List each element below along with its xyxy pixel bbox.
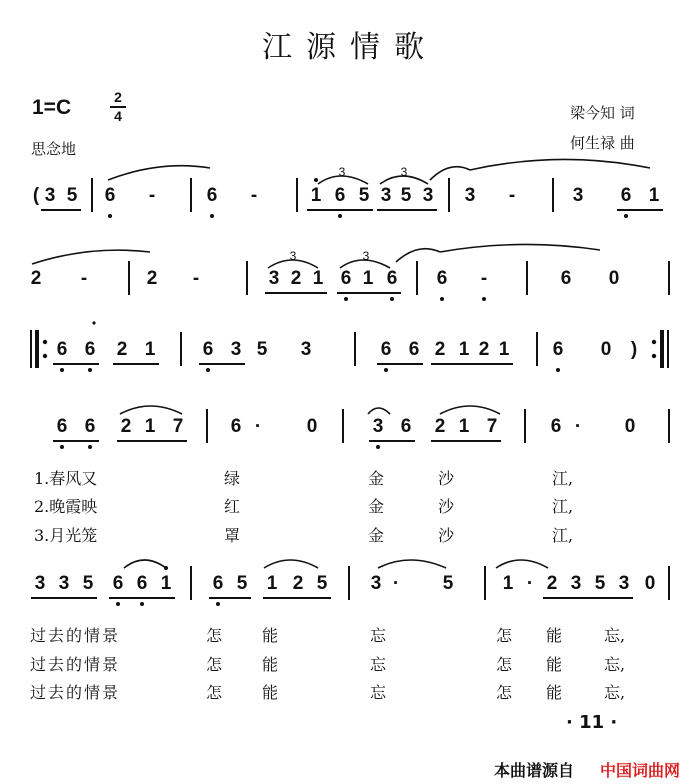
verse-char: 罩 (224, 526, 241, 545)
score-note: 6 (334, 185, 346, 206)
score-note: 1 (458, 416, 470, 437)
lyricist-credit: 梁今知 词 (570, 104, 635, 122)
score-note: 6 (340, 268, 352, 289)
score-note: - (480, 268, 488, 289)
verse-label: 3.月光笼 (34, 526, 98, 545)
verse-char: 金 (368, 469, 385, 488)
score-note: 3 (464, 185, 476, 206)
score-note: 0 (644, 573, 656, 594)
score-note: 5 (82, 573, 94, 594)
score-note: 6 (56, 416, 68, 437)
verse-char: 绿 (224, 469, 241, 488)
refrain-char: 能 (262, 683, 279, 702)
score-note: 1 (310, 185, 322, 206)
score-note: - (192, 268, 200, 289)
verse-char: 沙 (438, 497, 455, 516)
verse-char: 沙 (438, 526, 455, 545)
score-note: 6 (230, 416, 242, 437)
score-note: 5 (358, 185, 370, 206)
score-note: 7 (172, 416, 184, 437)
score-note: 2 (546, 573, 558, 594)
score-note: 6 (56, 339, 68, 360)
score-note: · (574, 416, 582, 437)
score-note: 7 (486, 416, 498, 437)
score-note: ( (32, 185, 40, 206)
refrain-row-3 (0, 680, 700, 704)
score-note: 6 (380, 339, 392, 360)
score-note: · (254, 416, 262, 437)
score-note: ) (630, 339, 638, 360)
refrain-line: 过去的情景 (30, 626, 121, 645)
refrain-char: 怎 (496, 655, 513, 674)
refrain-char: 能 (546, 626, 563, 645)
score-note: 1 (160, 573, 172, 594)
song-title: 江源情歌 (262, 30, 438, 65)
score-note: 2 (290, 268, 302, 289)
verse-char: 沙 (438, 469, 455, 488)
score-note: 3 (572, 185, 584, 206)
score-note: 2 (292, 573, 304, 594)
meter-bottom: 4 (114, 108, 122, 124)
score-note: - (250, 185, 258, 206)
score-note: 3 (300, 339, 312, 360)
verse-char: 金 (368, 526, 385, 545)
score-note: 0 (306, 416, 318, 437)
refrain-char: 忘 (370, 683, 387, 702)
refrain-char: 怎 (496, 683, 513, 702)
refrain-char: 能 (546, 655, 563, 674)
score-note: 2 (116, 339, 128, 360)
score-note: 6 (436, 268, 448, 289)
score-note: 1 (362, 268, 374, 289)
score-note: 6 (104, 185, 116, 206)
score-note: 5 (236, 573, 248, 594)
verse-char: 江, (552, 526, 574, 545)
score-note: 2 (434, 416, 446, 437)
page-number: · 11 · (566, 712, 618, 733)
score-note: 6 (408, 339, 420, 360)
score-note: 1 (312, 268, 324, 289)
verse-label: 2.晚霞映 (34, 497, 98, 516)
watermark-site-link[interactable]: 中国词曲网 (600, 761, 681, 780)
verse-char: 江, (552, 469, 574, 488)
key-signature: 1=C (32, 96, 72, 119)
score-note: 1 (458, 339, 470, 360)
score-note: 1 (266, 573, 278, 594)
score-note: 6 (202, 339, 214, 360)
score-note: 1 (502, 573, 514, 594)
score-note: - (148, 185, 156, 206)
score-note: 2 (478, 339, 490, 360)
score-note: 3 (370, 573, 382, 594)
score-note: 6 (400, 416, 412, 437)
score-note: 3 (58, 573, 70, 594)
score-note: 2 (434, 339, 446, 360)
score-note: 0 (608, 268, 620, 289)
refrain-char: 忘, (604, 655, 626, 674)
score-note: 5 (400, 185, 412, 206)
score-note: 1 (144, 339, 156, 360)
score-note: · (526, 573, 534, 594)
score-note: 6 (206, 185, 218, 206)
refrain-char: 忘, (604, 683, 626, 702)
score-note: 6 (84, 416, 96, 437)
svg-text:3: 3 (338, 165, 346, 179)
score-note: 2 (120, 416, 132, 437)
refrain-char: 忘 (370, 626, 387, 645)
score-note: 0 (600, 339, 612, 360)
score-note: 6 (552, 339, 564, 360)
score-note: 1 (144, 416, 156, 437)
verse-label: 1.春风又 (34, 469, 98, 488)
score-note: 2 (30, 268, 42, 289)
verse-char: 江, (552, 497, 574, 516)
svg-text:3: 3 (362, 249, 370, 263)
refrain-char: 能 (546, 683, 563, 702)
score-note: 1 (498, 339, 510, 360)
score-note: 5 (594, 573, 606, 594)
score-note: 3 (422, 185, 434, 206)
tempo-marking: 思念地 (31, 140, 77, 158)
refrain-line: 过去的情景 (30, 655, 121, 674)
score-note: 5 (316, 573, 328, 594)
score-note: 6 (560, 268, 572, 289)
score-note: 1 (648, 185, 660, 206)
composer-credit: 何生禄 曲 (570, 134, 635, 152)
score-note: 3 (44, 185, 56, 206)
score-note: 3 (380, 185, 392, 206)
score-note: 3 (268, 268, 280, 289)
score-note: 2 (146, 268, 158, 289)
score-note: 6 (550, 416, 562, 437)
score-note: - (508, 185, 516, 206)
score-note: 6 (136, 573, 148, 594)
verse-row-1 (0, 466, 700, 490)
refrain-row-1 (0, 623, 700, 647)
refrain-char: 忘 (370, 655, 387, 674)
refrain-char: 能 (262, 626, 279, 645)
score-note: 3 (34, 573, 46, 594)
refrain-char: 怎 (496, 626, 513, 645)
score-note: 3 (618, 573, 630, 594)
score-note: 5 (66, 185, 78, 206)
verse-row-2 (0, 494, 700, 518)
refrain-line: 过去的情景 (30, 683, 121, 702)
refrain-row-2 (0, 652, 700, 676)
verse-char: 红 (224, 497, 241, 516)
score-note: - (80, 268, 88, 289)
refrain-char: 怎 (206, 683, 223, 702)
score-note: 0 (624, 416, 636, 437)
score-note: 6 (386, 268, 398, 289)
refrain-char: 忘, (604, 626, 626, 645)
verse-row-3 (0, 523, 700, 547)
score-note: 3 (570, 573, 582, 594)
refrain-char: 怎 (206, 655, 223, 674)
svg-text:3: 3 (289, 249, 297, 263)
verse-char: 金 (368, 497, 385, 516)
score-note: 5 (442, 573, 454, 594)
refrain-char: 能 (262, 655, 279, 674)
meter-top: 2 (114, 89, 122, 105)
score-note: 3 (230, 339, 242, 360)
score-note: 6 (212, 573, 224, 594)
svg-text:3: 3 (400, 165, 408, 179)
score-note: 6 (112, 573, 124, 594)
score-note: · (392, 573, 400, 594)
watermark-source-text: 本曲谱源自 (494, 761, 575, 780)
score-note: 6 (84, 339, 96, 360)
score-note: 6 (620, 185, 632, 206)
refrain-char: 怎 (206, 626, 223, 645)
score-note: 5 (256, 339, 268, 360)
score-note: 3 (372, 416, 384, 437)
